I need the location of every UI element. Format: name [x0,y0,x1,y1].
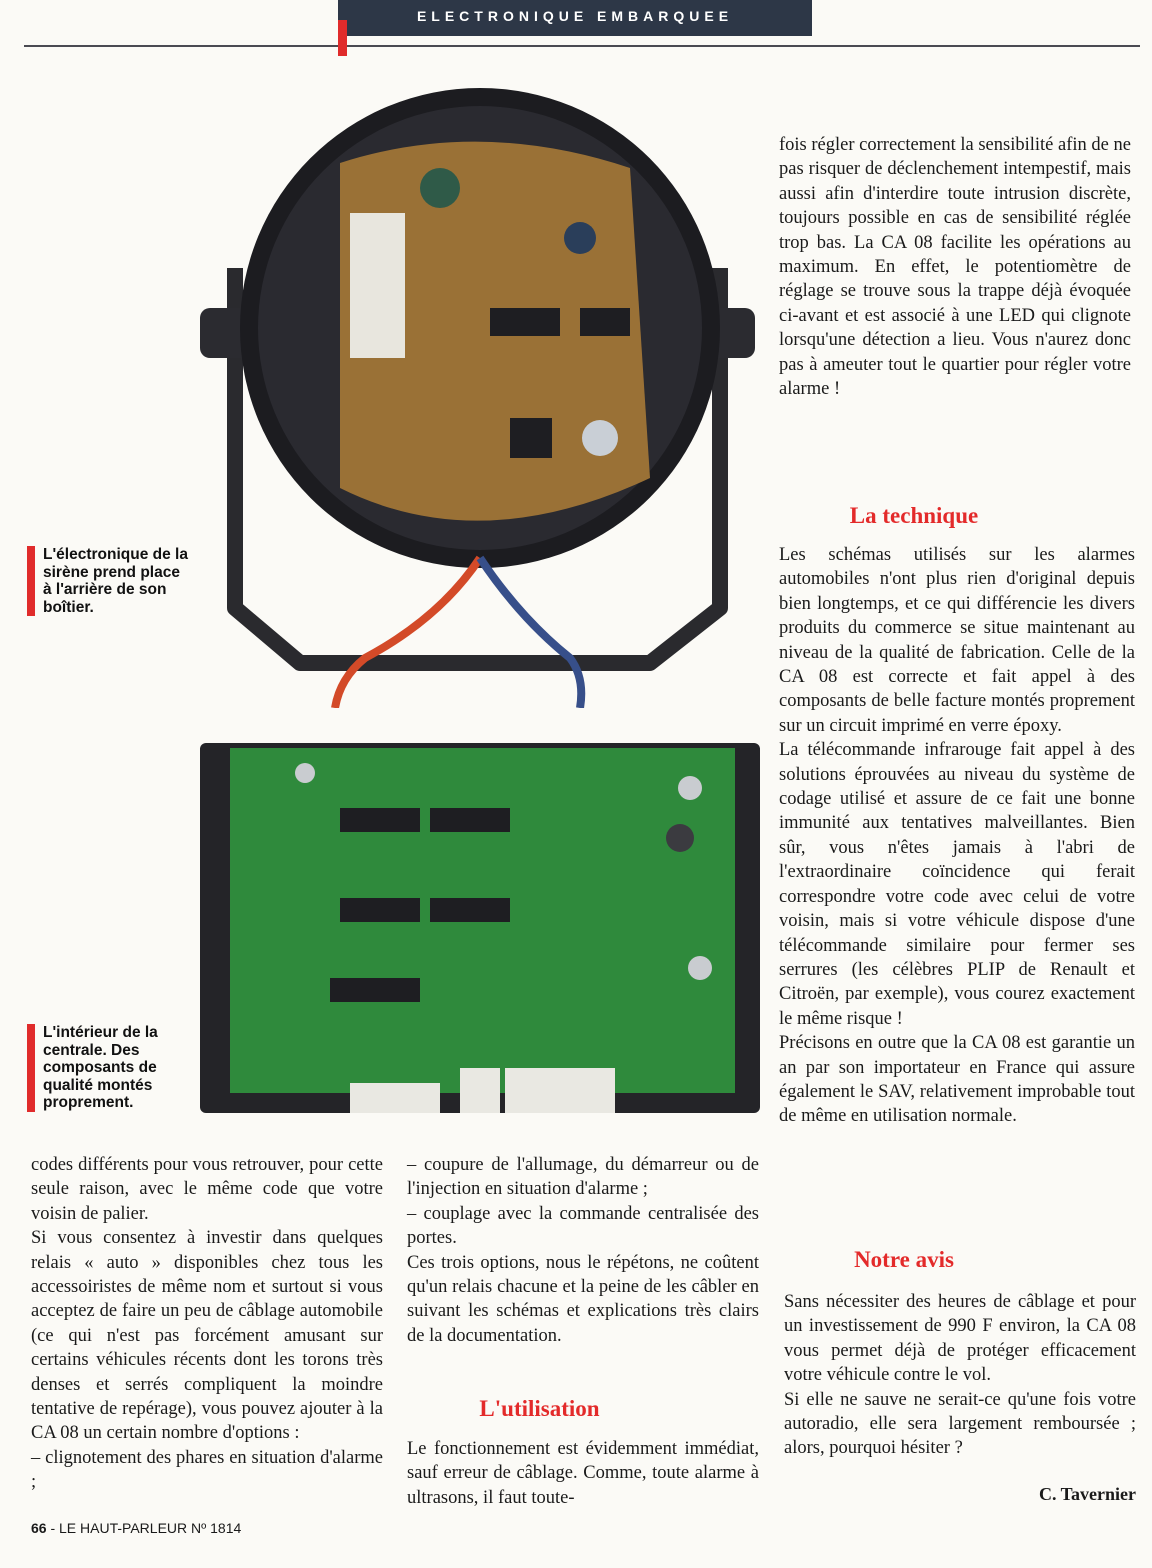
heading-utilisation: L'utilisation [479,1396,600,1421]
paragraph: Ces trois options, nous le répétons, ne coûtent qu'un relais chacune et la peine de les câbler en suivant les schémas et explications très clairs de la documentation. [407,1252,759,1346]
paragraph: – clignotement des phares en situation d'alarme ; [31,1447,383,1493]
paragraph: Les schémas utilisés sur les alarmes automobiles n'ont plus rien d'original depuis bien longtemps, et ce qui différencie les divers produits du commerce se situe maintenant au niveau de la qualité de fabrication. Celle de la CA 08 est correcte et fait appel à des composants de belle facture montés proprement sur un circuit imprimé en verre époxy. [779,545,1135,736]
section-title: ELECTRONIQUE EMBARQUEE [416,8,734,24]
paragraph: fois régler correctement la sensibilité afin de ne pas risquer de déclenchement intempestif, mais aussi afin d'interdire toute intrusion discrète, toujours possible en cas de sensibilité réglée trop bas. La CA 08 facilite les opérations au maximum. En effet, le potentiomètre de réglage se trouve sous la trappe déjà évoquée ci-avant et est associé à une LED qui clignote lorsqu'une détection a lieu. Vous n'aurez donc pas à ameuter tout le quartier pour régler votre alarme ! [779,135,1131,400]
article-technique [779,543,1135,1129]
page-footer [31,1520,241,1536]
article-right-top [779,133,1131,401]
heading-avis: Notre avis [854,1247,954,1272]
author-signature: C. Tavernier [1039,1484,1136,1504]
siren-photo [190,58,780,708]
header-accent [338,20,347,56]
heading-technique: La technique [849,503,979,528]
central-caption: L'intérieur de la centrale. Des composants de qualité montés proprement. [27,1024,191,1112]
siren-caption: L'électronique de la sirène prend place à l'arrière de son boîtier. [27,546,188,616]
paragraph: codes différents pour vous retrouver, pour cette seule raison, avec le même code que votre voisin de palier. [31,1155,383,1224]
article-avis [784,1290,1136,1461]
article-bottom-left [31,1153,383,1495]
magazine-name: - LE HAUT-PARLEUR Nº 1814 [46,1520,242,1536]
paragraph: – couplage avec la commande centralisée des portes. [407,1203,759,1249]
paragraph: – coupure de l'allumage, du démarreur ou de l'injection en situation d'alarme ; [407,1155,759,1200]
article-bottom-mid [407,1153,759,1348]
page-number: 66 [31,1520,47,1536]
paragraph: Sans nécessiter des heures de câblage et pour un investissement de 990 F environ, la CA 08 vous permet déjà de protéger efficacement votre véhicule contre le vol. [784,1292,1136,1386]
paragraph: Si vous consentez à investir dans quelques relais « auto » disponibles chez tous les accessoiristes de même nom et surtout si vous acceptez de faire un peu de câblage automobile (ce qui n'est pas forcément amusant sur certains véhicules récents dont les torons très denses et serrés compliquent la moindre tentative de repérage), vous pouvez ajouter à la CA 08 un certain nombre d'options : [31,1228,383,1444]
paragraph: Précisons en outre que la CA 08 est garantie un an par son importateur en France qui assure également le SAV, relativement improbable tout de même en utilisation normale. [779,1033,1135,1127]
central-unit-photo [200,728,760,1118]
article-utilisation [407,1437,759,1510]
paragraph: Le fonctionnement est évidemment immédiat, sauf erreur de câblage. Comme, toute alarme à ultrasons, il faut toute- [407,1439,759,1508]
paragraph: Si elle ne sauve ne serait-ce qu'une fois votre autoradio, elle sera largement remboursée ; alors, pourquoi hésiter ? [784,1389,1136,1459]
paragraph: La télécommande infrarouge fait appel à des solutions éprouvées au niveau du système de codage utilisé et assure de ce fait une bonne immunité aux tentatives malveillantes. Bien sûr, vous n'êtes jamais à l'abri de l'extraordinaire coïncidence qui ferait correspondre votre code avec celui de votre voisin, mais si votre véhicule dispose d'une télécommande similaire pour fermer ses serrures (les célèbres PLIP de Renault et Citroën, par exemple), vous courez exactement le même risque ! [779,740,1135,1029]
header-rule [24,45,1140,47]
